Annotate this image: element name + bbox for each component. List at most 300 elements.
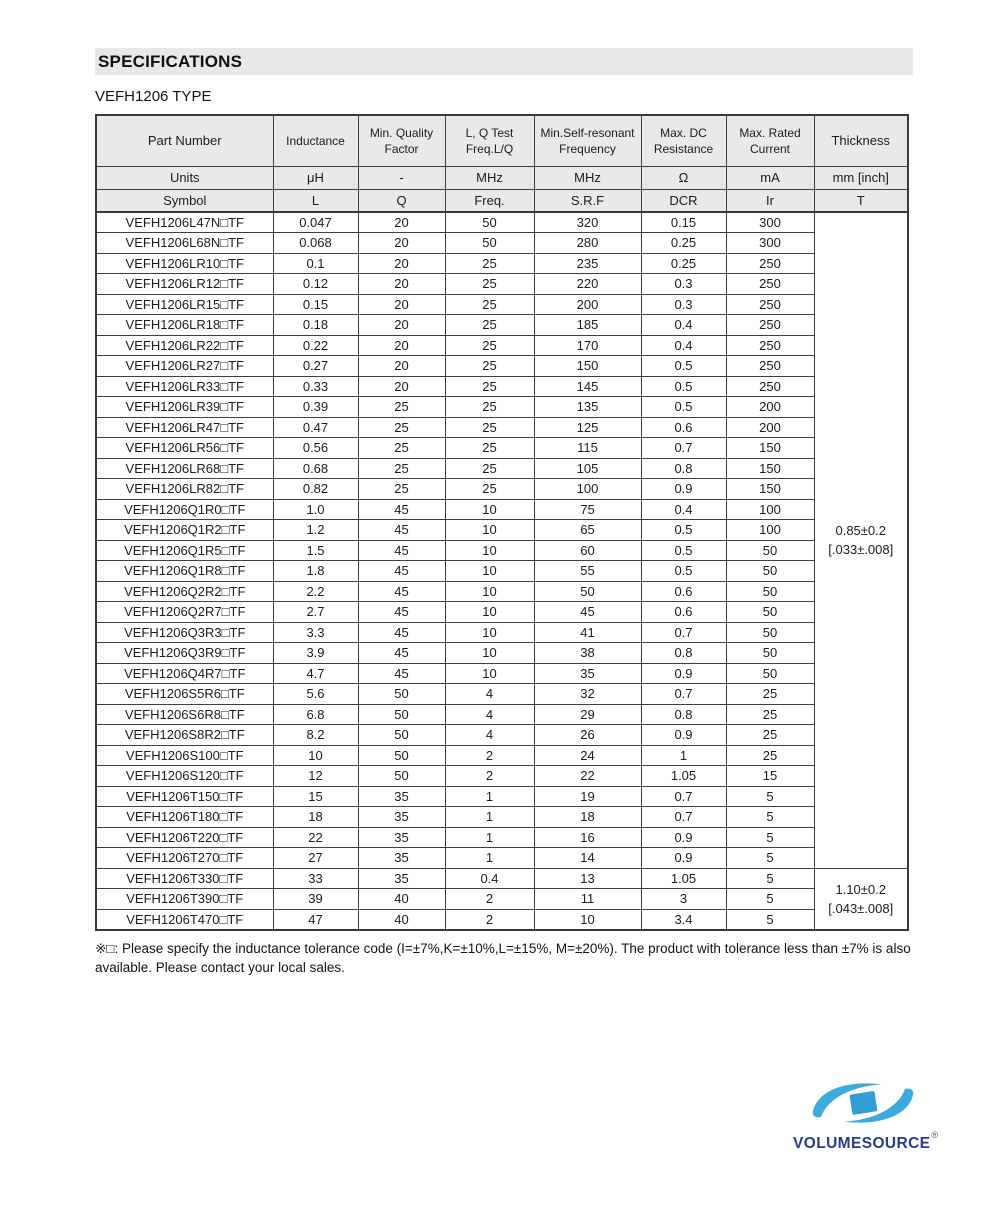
type-subtitle: VEFH1206 TYPE <box>95 88 212 105</box>
value-cell: 1 <box>445 786 534 807</box>
part-number-cell: VEFH1206LR33□TF <box>96 376 273 397</box>
value-cell: 25 <box>445 274 534 295</box>
value-cell: 45 <box>358 602 445 623</box>
value-cell: 125 <box>534 417 641 438</box>
value-cell: 0.6 <box>641 581 726 602</box>
table-row <box>96 315 908 336</box>
value-cell: 0.25 <box>641 233 726 254</box>
thickness-merged-cell <box>814 868 908 930</box>
part-number-cell: VEFH1206L47N□TF <box>96 212 273 233</box>
value-cell: 25 <box>358 458 445 479</box>
value-cell: 50 <box>726 581 814 602</box>
value-cell: 39 <box>273 889 358 910</box>
value-cell: 35 <box>358 827 445 848</box>
part-number-cell: VEFH1206Q2R7□TF <box>96 602 273 623</box>
table-row <box>96 294 908 315</box>
value-cell: 100 <box>726 499 814 520</box>
value-cell: 250 <box>726 376 814 397</box>
value-cell: 0.4 <box>641 315 726 336</box>
value-cell: 25 <box>445 335 534 356</box>
value-cell: 2.2 <box>273 581 358 602</box>
value-cell: 50 <box>358 725 445 746</box>
registered-mark: ® <box>931 1130 939 1140</box>
table-row <box>96 725 908 746</box>
symbol-cell: DCR <box>641 189 726 212</box>
value-cell: 50 <box>726 663 814 684</box>
value-cell: 0.4 <box>641 335 726 356</box>
value-cell: 50 <box>358 684 445 705</box>
value-cell: 0.7 <box>641 438 726 459</box>
thickness-line: 1.10±0.2 <box>835 881 886 897</box>
value-cell: 50 <box>445 233 534 254</box>
value-cell: 185 <box>534 315 641 336</box>
value-cell: 45 <box>358 540 445 561</box>
value-cell: 5 <box>726 827 814 848</box>
value-cell: 1 <box>445 848 534 869</box>
value-cell: 50 <box>358 745 445 766</box>
part-number-cell: VEFH1206LR39□TF <box>96 397 273 418</box>
col-header-test-freq <box>445 115 534 166</box>
value-cell: 1 <box>445 807 534 828</box>
value-cell: 320 <box>534 212 641 233</box>
value-cell: 10 <box>445 561 534 582</box>
table-row <box>96 868 908 889</box>
value-cell: 40 <box>358 889 445 910</box>
part-number-cell: VEFH1206T390□TF <box>96 889 273 910</box>
value-cell: 45 <box>358 622 445 643</box>
value-cell: 250 <box>726 294 814 315</box>
table-row <box>96 622 908 643</box>
part-number-cell: VEFH1206S120□TF <box>96 766 273 787</box>
value-cell: 20 <box>358 376 445 397</box>
value-cell: 2.7 <box>273 602 358 623</box>
table-row <box>96 335 908 356</box>
header-row <box>96 115 908 166</box>
value-cell: 25 <box>445 397 534 418</box>
value-cell: 0.5 <box>641 356 726 377</box>
value-cell: 220 <box>534 274 641 295</box>
spec-table-body <box>96 212 908 930</box>
value-cell: 135 <box>534 397 641 418</box>
value-cell: 25 <box>726 725 814 746</box>
value-cell: 280 <box>534 233 641 254</box>
value-cell: 25 <box>445 315 534 336</box>
col-header-inductance <box>273 115 358 166</box>
value-cell: 14 <box>534 848 641 869</box>
value-cell: 0.1 <box>273 253 358 274</box>
table-row <box>96 561 908 582</box>
page-title: SPECIFICATIONS <box>95 48 913 75</box>
value-cell: 26 <box>534 725 641 746</box>
symbol-cell: Freq. <box>445 189 534 212</box>
table-row <box>96 581 908 602</box>
part-number-cell: VEFH1206T180□TF <box>96 807 273 828</box>
value-cell: 50 <box>445 212 534 233</box>
part-number-cell: VEFH1206S5R6□TF <box>96 684 273 705</box>
value-cell: 0.8 <box>641 704 726 725</box>
value-cell: 55 <box>534 561 641 582</box>
value-cell: 0.12 <box>273 274 358 295</box>
units-cell: Units <box>96 166 273 189</box>
part-number-cell: VEFH1206Q1R0□TF <box>96 499 273 520</box>
value-cell: 5 <box>726 909 814 930</box>
table-row <box>96 233 908 254</box>
volumesource-logo <box>793 1074 939 1153</box>
value-cell: 25 <box>445 479 534 500</box>
value-cell: 35 <box>358 848 445 869</box>
value-cell: 250 <box>726 335 814 356</box>
table-row <box>96 499 908 520</box>
value-cell: 1.0 <box>273 499 358 520</box>
value-cell: 16 <box>534 827 641 848</box>
part-number-cell: VEFH1206Q4R7□TF <box>96 663 273 684</box>
col-header-label: Part Number <box>147 132 222 148</box>
value-cell: 2 <box>445 889 534 910</box>
part-number-cell: VEFH1206LR27□TF <box>96 356 273 377</box>
value-cell: 65 <box>534 520 641 541</box>
part-number-cell: VEFH1206S6R8□TF <box>96 704 273 725</box>
part-number-cell: VEFH1206Q1R8□TF <box>96 561 273 582</box>
value-cell: 5.6 <box>273 684 358 705</box>
part-number-cell: VEFH1206Q3R9□TF <box>96 643 273 664</box>
part-number-cell: VEFH1206LR18□TF <box>96 315 273 336</box>
col-header-part-number <box>96 115 273 166</box>
value-cell: 20 <box>358 315 445 336</box>
table-row <box>96 704 908 725</box>
value-cell: 1.5 <box>273 540 358 561</box>
logo-wordmark: VOLUMESOURCE <box>793 1135 931 1153</box>
value-cell: 25 <box>445 376 534 397</box>
value-cell: 1.8 <box>273 561 358 582</box>
value-cell: 250 <box>726 315 814 336</box>
table-row <box>96 827 908 848</box>
col-header-rated-current <box>726 115 814 166</box>
value-cell: 0.7 <box>641 807 726 828</box>
value-cell: 0.9 <box>641 663 726 684</box>
col-header-self-resonant <box>534 115 641 166</box>
part-number-cell: VEFH1206LR56□TF <box>96 438 273 459</box>
part-number-cell: VEFH1206LR68□TF <box>96 458 273 479</box>
table-row <box>96 643 908 664</box>
value-cell: 50 <box>726 643 814 664</box>
table-row <box>96 786 908 807</box>
value-cell: 235 <box>534 253 641 274</box>
table-header <box>96 115 908 212</box>
value-cell: 45 <box>358 643 445 664</box>
value-cell: 45 <box>534 602 641 623</box>
col-header-label: Min. Quality <box>369 125 434 140</box>
value-cell: 10 <box>273 745 358 766</box>
value-cell: 19 <box>534 786 641 807</box>
value-cell: 0.9 <box>641 827 726 848</box>
value-cell: 0.047 <box>273 212 358 233</box>
value-cell: 4.7 <box>273 663 358 684</box>
value-cell: 0.9 <box>641 725 726 746</box>
value-cell: 0.82 <box>273 479 358 500</box>
value-cell: 45 <box>358 499 445 520</box>
table-row <box>96 212 908 233</box>
col-header-label: Frequency <box>559 141 616 156</box>
units-cell: Ω <box>641 166 726 189</box>
units-cell: MHz <box>445 166 534 189</box>
value-cell: 15 <box>726 766 814 787</box>
symbol-cell: Symbol <box>96 189 273 212</box>
col-header-quality-factor <box>358 115 445 166</box>
value-cell: 1.05 <box>641 766 726 787</box>
value-cell: 1.05 <box>641 868 726 889</box>
value-cell: 10 <box>445 581 534 602</box>
value-cell: 10 <box>534 909 641 930</box>
value-cell: 20 <box>358 253 445 274</box>
value-cell: 2 <box>445 766 534 787</box>
value-cell: 0.068 <box>273 233 358 254</box>
value-cell: 25 <box>445 417 534 438</box>
volumesource-logo-icon <box>807 1074 919 1132</box>
value-cell: 8.2 <box>273 725 358 746</box>
col-header-label: Freq.L/Q <box>465 141 514 156</box>
value-cell: 10 <box>445 602 534 623</box>
value-cell: 15 <box>273 786 358 807</box>
value-cell: 20 <box>358 233 445 254</box>
units-cell: μH <box>273 166 358 189</box>
value-cell: 0.5 <box>641 376 726 397</box>
volumesource-logo-text <box>793 1130 939 1153</box>
part-number-cell: VEFH1206LR22□TF <box>96 335 273 356</box>
value-cell: 27 <box>273 848 358 869</box>
value-cell: 145 <box>534 376 641 397</box>
value-cell: 45 <box>358 561 445 582</box>
value-cell: 25 <box>358 417 445 438</box>
tolerance-footnote: ※□: Please specify the inductance tolerance code (I=±7%,K=±10%,L=±15%, M=±20%). The product with tolerance less than ±7% is also available. Please contact your local sales. <box>95 940 911 976</box>
value-cell: 0.39 <box>273 397 358 418</box>
value-cell: 0.22 <box>273 335 358 356</box>
value-cell: 33 <box>273 868 358 889</box>
part-number-cell: VEFH1206T220□TF <box>96 827 273 848</box>
value-cell: 5 <box>726 868 814 889</box>
value-cell: 3.4 <box>641 909 726 930</box>
value-cell: 24 <box>534 745 641 766</box>
value-cell: 0.5 <box>641 561 726 582</box>
value-cell: 0.27 <box>273 356 358 377</box>
value-cell: 0.7 <box>641 786 726 807</box>
value-cell: 0.5 <box>641 397 726 418</box>
value-cell: 18 <box>273 807 358 828</box>
value-cell: 115 <box>534 438 641 459</box>
value-cell: 250 <box>726 274 814 295</box>
value-cell: 0.15 <box>641 212 726 233</box>
value-cell: 35 <box>534 663 641 684</box>
col-header-label: Factor <box>384 141 419 156</box>
table-row <box>96 684 908 705</box>
table-row <box>96 253 908 274</box>
value-cell: 5 <box>726 889 814 910</box>
part-number-cell: VEFH1206Q3R3□TF <box>96 622 273 643</box>
value-cell: 1 <box>641 745 726 766</box>
thickness-merged-cell <box>814 212 908 868</box>
value-cell: 0.15 <box>273 294 358 315</box>
table-row <box>96 889 908 910</box>
table-row <box>96 766 908 787</box>
value-cell: 0.7 <box>641 684 726 705</box>
symbol-cell: T <box>814 189 908 212</box>
value-cell: 10 <box>445 540 534 561</box>
value-cell: 50 <box>726 622 814 643</box>
value-cell: 5 <box>726 848 814 869</box>
value-cell: 20 <box>358 294 445 315</box>
units-cell: mm [inch] <box>814 166 908 189</box>
value-cell: 25 <box>726 745 814 766</box>
table-row <box>96 807 908 828</box>
value-cell: 250 <box>726 253 814 274</box>
value-cell: 10 <box>445 622 534 643</box>
value-cell: 150 <box>726 458 814 479</box>
value-cell: 45 <box>358 663 445 684</box>
value-cell: 25 <box>445 458 534 479</box>
table-row <box>96 540 908 561</box>
value-cell: 0.5 <box>641 540 726 561</box>
table-row <box>96 376 908 397</box>
part-number-cell: VEFH1206S100□TF <box>96 745 273 766</box>
col-header-label: Max. DC <box>660 125 707 140</box>
value-cell: 200 <box>726 417 814 438</box>
value-cell: 0.8 <box>641 643 726 664</box>
col-header-label: Resistance <box>653 141 714 156</box>
value-cell: 35 <box>358 786 445 807</box>
value-cell: 300 <box>726 233 814 254</box>
value-cell: 47 <box>273 909 358 930</box>
symbol-cell: Ir <box>726 189 814 212</box>
table-row <box>96 909 908 930</box>
value-cell: 50 <box>534 581 641 602</box>
table-row <box>96 417 908 438</box>
table-row <box>96 397 908 418</box>
table-row <box>96 356 908 377</box>
table-row <box>96 479 908 500</box>
part-number-cell: VEFH1206T150□TF <box>96 786 273 807</box>
value-cell: 1 <box>445 827 534 848</box>
part-number-cell: VEFH1206T470□TF <box>96 909 273 930</box>
value-cell: 0.6 <box>641 602 726 623</box>
value-cell: 0.7 <box>641 622 726 643</box>
value-cell: 50 <box>358 766 445 787</box>
value-cell: 38 <box>534 643 641 664</box>
value-cell: 25 <box>445 294 534 315</box>
part-number-cell: VEFH1206LR82□TF <box>96 479 273 500</box>
value-cell: 18 <box>534 807 641 828</box>
part-number-cell: VEFH1206Q1R5□TF <box>96 540 273 561</box>
part-number-cell: VEFH1206L68N□TF <box>96 233 273 254</box>
value-cell: 0.3 <box>641 294 726 315</box>
value-cell: 105 <box>534 458 641 479</box>
value-cell: 5 <box>726 786 814 807</box>
units-cell: - <box>358 166 445 189</box>
value-cell: 0.18 <box>273 315 358 336</box>
part-number-cell: VEFH1206Q2R2□TF <box>96 581 273 602</box>
part-number-cell: VEFH1206LR12□TF <box>96 274 273 295</box>
col-header-label: Inductance <box>286 133 345 148</box>
value-cell: 0.47 <box>273 417 358 438</box>
value-cell: 11 <box>534 889 641 910</box>
value-cell: 20 <box>358 356 445 377</box>
thickness-line: [.033±.008] <box>828 542 894 558</box>
part-number-cell: VEFH1206S8R2□TF <box>96 725 273 746</box>
value-cell: 0.3 <box>641 274 726 295</box>
value-cell: 150 <box>534 356 641 377</box>
value-cell: 32 <box>534 684 641 705</box>
table-row <box>96 663 908 684</box>
value-cell: 200 <box>726 397 814 418</box>
units-row <box>96 166 908 189</box>
part-number-cell: VEFH1206Q1R2□TF <box>96 520 273 541</box>
value-cell: 0.4 <box>641 499 726 520</box>
value-cell: 0.9 <box>641 848 726 869</box>
symbol-cell: Q <box>358 189 445 212</box>
units-cell: MHz <box>534 166 641 189</box>
value-cell: 0.9 <box>641 479 726 500</box>
value-cell: 0.4 <box>445 868 534 889</box>
value-cell: 45 <box>358 520 445 541</box>
value-cell: 40 <box>358 909 445 930</box>
value-cell: 25 <box>358 397 445 418</box>
thickness-line: [.043±.008] <box>828 900 894 916</box>
col-header-label: L, Q Test <box>465 125 514 140</box>
part-number-cell: VEFH1206LR10□TF <box>96 253 273 274</box>
table-row <box>96 745 908 766</box>
value-cell: 13 <box>534 868 641 889</box>
value-cell: 5 <box>726 807 814 828</box>
units-cell: mA <box>726 166 814 189</box>
value-cell: 3.9 <box>273 643 358 664</box>
value-cell: 100 <box>534 479 641 500</box>
value-cell: 0.33 <box>273 376 358 397</box>
table-row <box>96 458 908 479</box>
table-row <box>96 274 908 295</box>
value-cell: 25 <box>445 356 534 377</box>
value-cell: 25 <box>445 438 534 459</box>
value-cell: 75 <box>534 499 641 520</box>
value-cell: 4 <box>445 704 534 725</box>
value-cell: 29 <box>534 704 641 725</box>
symbol-row <box>96 189 908 212</box>
value-cell: 2 <box>445 909 534 930</box>
table-row <box>96 438 908 459</box>
value-cell: 50 <box>726 561 814 582</box>
value-cell: 25 <box>358 438 445 459</box>
specifications-table <box>95 114 909 931</box>
value-cell: 6.8 <box>273 704 358 725</box>
thickness-line: 0.85±0.2 <box>835 523 886 539</box>
value-cell: 150 <box>726 479 814 500</box>
value-cell: 10 <box>445 663 534 684</box>
value-cell: 250 <box>726 356 814 377</box>
value-cell: 60 <box>534 540 641 561</box>
value-cell: 22 <box>534 766 641 787</box>
col-header-label: Thickness <box>831 132 891 148</box>
value-cell: 25 <box>445 253 534 274</box>
part-number-cell: VEFH1206T270□TF <box>96 848 273 869</box>
value-cell: 4 <box>445 684 534 705</box>
value-cell: 25 <box>358 479 445 500</box>
table-row <box>96 520 908 541</box>
value-cell: 50 <box>726 540 814 561</box>
value-cell: 22 <box>273 827 358 848</box>
value-cell: 35 <box>358 807 445 828</box>
value-cell: 20 <box>358 335 445 356</box>
value-cell: 3.3 <box>273 622 358 643</box>
table-row <box>96 602 908 623</box>
value-cell: 35 <box>358 868 445 889</box>
col-header-label: Current <box>749 141 790 156</box>
